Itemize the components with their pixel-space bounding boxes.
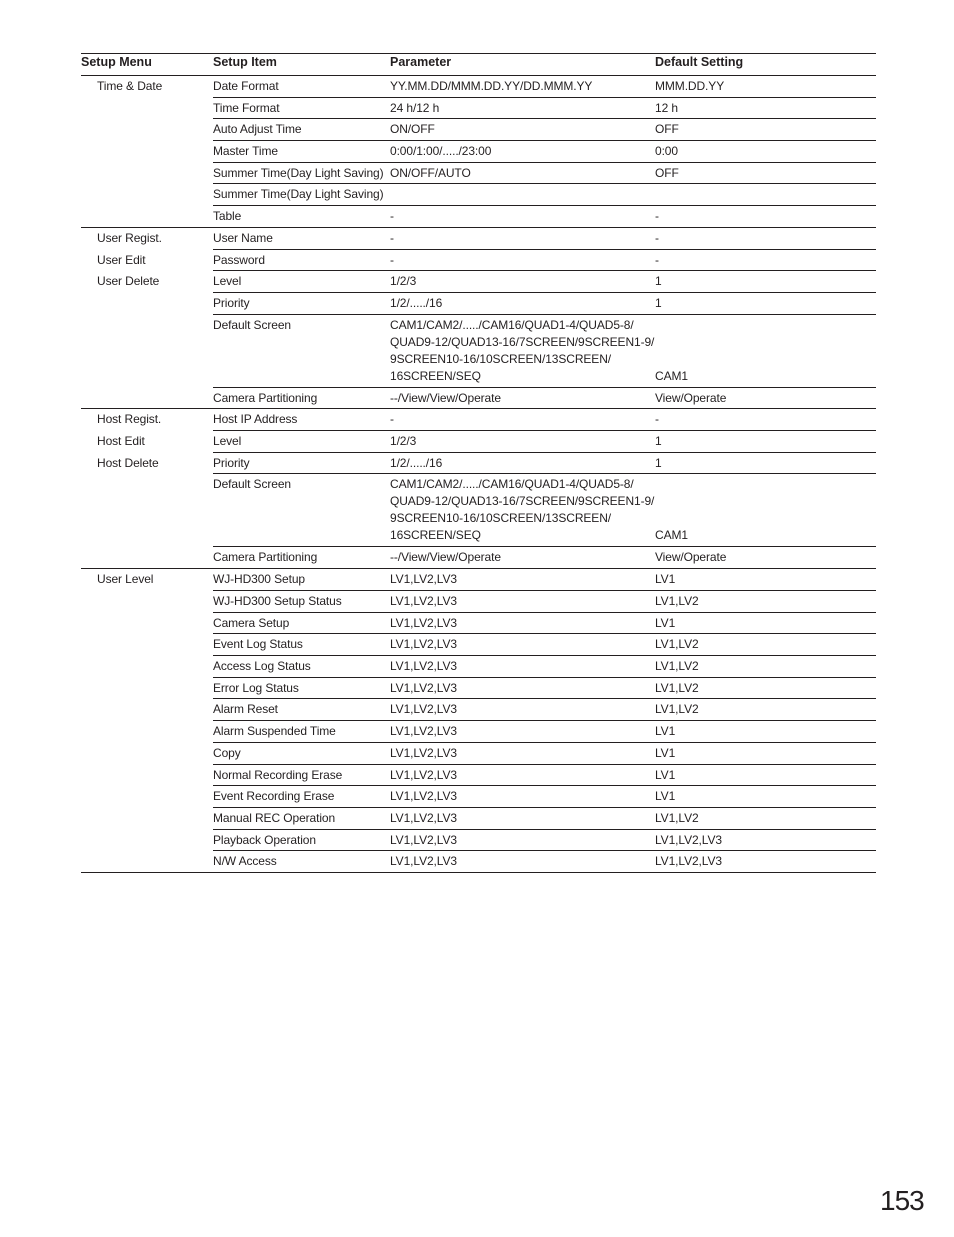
parameter: - bbox=[390, 253, 394, 267]
row-rule bbox=[213, 633, 876, 634]
row-rule bbox=[213, 430, 876, 431]
setup-item: Master Time bbox=[213, 144, 278, 158]
parameter: - bbox=[390, 412, 394, 426]
parameter: 1/2/3 bbox=[390, 274, 417, 288]
row-rule bbox=[213, 850, 876, 851]
parameter: YY.MM.DD/MMM.DD.YY/DD.MMM.YY bbox=[390, 79, 593, 93]
parameter: LV1,LV2,LV3 bbox=[390, 789, 457, 803]
setup-item: Alarm Suspended Time bbox=[213, 724, 336, 738]
parameter: 0:00/1:00/...../23:00 bbox=[390, 144, 492, 158]
parameter: 16SCREEN/SEQ bbox=[390, 369, 481, 383]
parameter: 24 h/12 h bbox=[390, 101, 440, 115]
setup-item: Priority bbox=[213, 456, 250, 470]
page-number: 153 bbox=[880, 1185, 924, 1216]
default-setting: LV1 bbox=[655, 724, 676, 738]
parameter: ON/OFF bbox=[390, 122, 435, 136]
parameter: LV1,LV2,LV3 bbox=[390, 572, 457, 586]
parameter: LV1,LV2,LV3 bbox=[390, 594, 457, 608]
parameter: QUAD9-12/QUAD13-16/7SCREEN/9SCREEN1-9/ bbox=[390, 494, 655, 508]
setup-menu-label: Host Regist. bbox=[97, 412, 162, 426]
row-rule bbox=[213, 387, 876, 388]
parameter: LV1,LV2,LV3 bbox=[390, 637, 457, 651]
column-header: Default Setting bbox=[655, 55, 744, 69]
setup-item: Camera Partitioning bbox=[213, 391, 318, 405]
default-setting: View/Operate bbox=[655, 550, 727, 564]
setup-item: Summer Time(Day Light Saving) bbox=[213, 166, 384, 180]
row-rule bbox=[213, 698, 876, 699]
parameter: --/View/View/Operate bbox=[390, 391, 501, 405]
parameter: ON/OFF/AUTO bbox=[390, 166, 471, 180]
column-header: Parameter bbox=[390, 55, 452, 69]
row-rule bbox=[213, 292, 876, 293]
setup-menu-label: User Level bbox=[97, 572, 154, 586]
row-rule bbox=[213, 655, 876, 656]
parameter: 1/2/...../16 bbox=[390, 296, 443, 310]
group-rule bbox=[81, 227, 876, 228]
row-rule bbox=[213, 118, 876, 119]
row-rule bbox=[213, 183, 876, 184]
parameter: LV1,LV2,LV3 bbox=[390, 724, 457, 738]
parameter: --/View/View/Operate bbox=[390, 550, 501, 564]
setup-item: Error Log Status bbox=[213, 681, 299, 695]
default-setting: LV1 bbox=[655, 789, 676, 803]
row-rule bbox=[213, 546, 876, 547]
default-setting: LV1,LV2 bbox=[655, 702, 699, 716]
setup-item: WJ-HD300 Setup Status bbox=[213, 594, 342, 608]
parameter: LV1,LV2,LV3 bbox=[390, 811, 457, 825]
setup-item: Alarm Reset bbox=[213, 702, 278, 716]
table-top-rule bbox=[81, 53, 876, 54]
parameter: - bbox=[390, 231, 394, 245]
parameter: LV1,LV2,LV3 bbox=[390, 833, 457, 847]
setup-item: Playback Operation bbox=[213, 833, 316, 847]
default-setting: - bbox=[655, 231, 659, 245]
setup-item: Camera Setup bbox=[213, 616, 290, 630]
group-rule bbox=[81, 872, 876, 873]
default-setting: 12 h bbox=[655, 101, 678, 115]
default-setting: LV1 bbox=[655, 572, 676, 586]
parameter: 1/2/3 bbox=[390, 434, 417, 448]
default-setting: - bbox=[655, 253, 659, 267]
setup-item: Password bbox=[213, 253, 265, 267]
default-setting: CAM1 bbox=[655, 369, 688, 383]
parameter: 1/2/...../16 bbox=[390, 456, 443, 470]
default-setting: 1 bbox=[655, 274, 662, 288]
row-rule bbox=[213, 829, 876, 830]
setup-menu-label: User Regist. bbox=[97, 231, 162, 245]
setup-item: Level bbox=[213, 274, 242, 288]
setup-item: Level bbox=[213, 434, 242, 448]
row-rule bbox=[213, 677, 876, 678]
column-header: Setup Item bbox=[213, 55, 277, 69]
row-rule bbox=[213, 785, 876, 786]
parameter: CAM1/CAM2/...../CAM16/QUAD1-4/QUAD5-8/ bbox=[390, 318, 634, 332]
default-setting: LV1,LV2,LV3 bbox=[655, 854, 722, 868]
default-setting: MMM.DD.YY bbox=[655, 79, 725, 93]
setup-item: Table bbox=[213, 209, 242, 223]
column-header: Setup Menu bbox=[81, 55, 152, 69]
row-rule bbox=[213, 764, 876, 765]
setup-item: Access Log Status bbox=[213, 659, 311, 673]
parameter: LV1,LV2,LV3 bbox=[390, 854, 457, 868]
parameter: - bbox=[390, 209, 394, 223]
default-setting: OFF bbox=[655, 166, 679, 180]
default-setting: 1 bbox=[655, 434, 662, 448]
setup-item: Event Recording Erase bbox=[213, 789, 335, 803]
parameter: QUAD9-12/QUAD13-16/7SCREEN/9SCREEN1-9/ bbox=[390, 335, 655, 349]
row-rule bbox=[213, 590, 876, 591]
parameter: LV1,LV2,LV3 bbox=[390, 768, 457, 782]
default-setting: - bbox=[655, 209, 659, 223]
parameter: CAM1/CAM2/...../CAM16/QUAD1-4/QUAD5-8/ bbox=[390, 477, 634, 491]
setup-item: Copy bbox=[213, 746, 241, 760]
parameter: LV1,LV2,LV3 bbox=[390, 616, 457, 630]
default-setting: LV1,LV2 bbox=[655, 659, 699, 673]
setup-menu-label: User Edit bbox=[97, 253, 146, 267]
default-setting: LV1,LV2,LV3 bbox=[655, 833, 722, 847]
default-setting: - bbox=[655, 412, 659, 426]
parameter: LV1,LV2,LV3 bbox=[390, 659, 457, 673]
row-rule bbox=[213, 720, 876, 721]
setup-item: Default Screen bbox=[213, 318, 291, 332]
row-rule bbox=[213, 140, 876, 141]
setup-menu-label: Host Edit bbox=[97, 434, 145, 448]
default-setting: LV1,LV2 bbox=[655, 811, 699, 825]
row-rule bbox=[213, 205, 876, 206]
setup-menu-label: Time & Date bbox=[97, 79, 163, 93]
setup-item: WJ-HD300 Setup bbox=[213, 572, 305, 586]
setup-menu-label: Host Delete bbox=[97, 456, 159, 470]
parameter: 9SCREEN10-16/10SCREEN/13SCREEN/ bbox=[390, 511, 611, 525]
default-setting: LV1 bbox=[655, 616, 676, 630]
setup-item: Time Format bbox=[213, 101, 280, 115]
default-setting: OFF bbox=[655, 122, 679, 136]
row-rule bbox=[213, 473, 876, 474]
parameter: LV1,LV2,LV3 bbox=[390, 681, 457, 695]
setup-item: Summer Time(Day Light Saving) bbox=[213, 187, 384, 201]
default-setting: LV1 bbox=[655, 746, 676, 760]
row-rule bbox=[213, 162, 876, 163]
row-rule bbox=[213, 314, 876, 315]
setup-item: Camera Partitioning bbox=[213, 550, 318, 564]
row-rule bbox=[213, 452, 876, 453]
header-rule bbox=[81, 75, 876, 76]
setup-item: Manual REC Operation bbox=[213, 811, 336, 825]
setup-item: N/W Access bbox=[213, 854, 277, 868]
setup-item: Host IP Address bbox=[213, 412, 298, 426]
group-rule bbox=[81, 408, 876, 409]
default-setting: 1 bbox=[655, 456, 662, 470]
default-setting: LV1 bbox=[655, 768, 676, 782]
group-rule bbox=[81, 568, 876, 569]
default-setting: 1 bbox=[655, 296, 662, 310]
parameter: 16SCREEN/SEQ bbox=[390, 528, 481, 542]
setup-item: Date Format bbox=[213, 79, 279, 93]
parameter: LV1,LV2,LV3 bbox=[390, 702, 457, 716]
default-setting: LV1,LV2 bbox=[655, 637, 699, 651]
default-setting: View/Operate bbox=[655, 391, 727, 405]
default-setting: LV1,LV2 bbox=[655, 594, 699, 608]
setup-item: Auto Adjust Time bbox=[213, 122, 302, 136]
row-rule bbox=[213, 742, 876, 743]
default-setting: LV1,LV2 bbox=[655, 681, 699, 695]
row-rule bbox=[213, 249, 876, 250]
default-setting: 0:00 bbox=[655, 144, 678, 158]
row-rule bbox=[213, 97, 876, 98]
setup-item: Normal Recording Erase bbox=[213, 768, 343, 782]
row-rule bbox=[213, 807, 876, 808]
setup-item: User Name bbox=[213, 231, 273, 245]
row-rule bbox=[213, 612, 876, 613]
setup-item: Event Log Status bbox=[213, 637, 303, 651]
setup-item: Default Screen bbox=[213, 477, 291, 491]
setup-menu-label: User Delete bbox=[97, 274, 160, 288]
default-setting: CAM1 bbox=[655, 528, 688, 542]
row-rule bbox=[213, 270, 876, 271]
parameter: 9SCREEN10-16/10SCREEN/13SCREEN/ bbox=[390, 352, 611, 366]
setup-item: Priority bbox=[213, 296, 250, 310]
parameter: LV1,LV2,LV3 bbox=[390, 746, 457, 760]
